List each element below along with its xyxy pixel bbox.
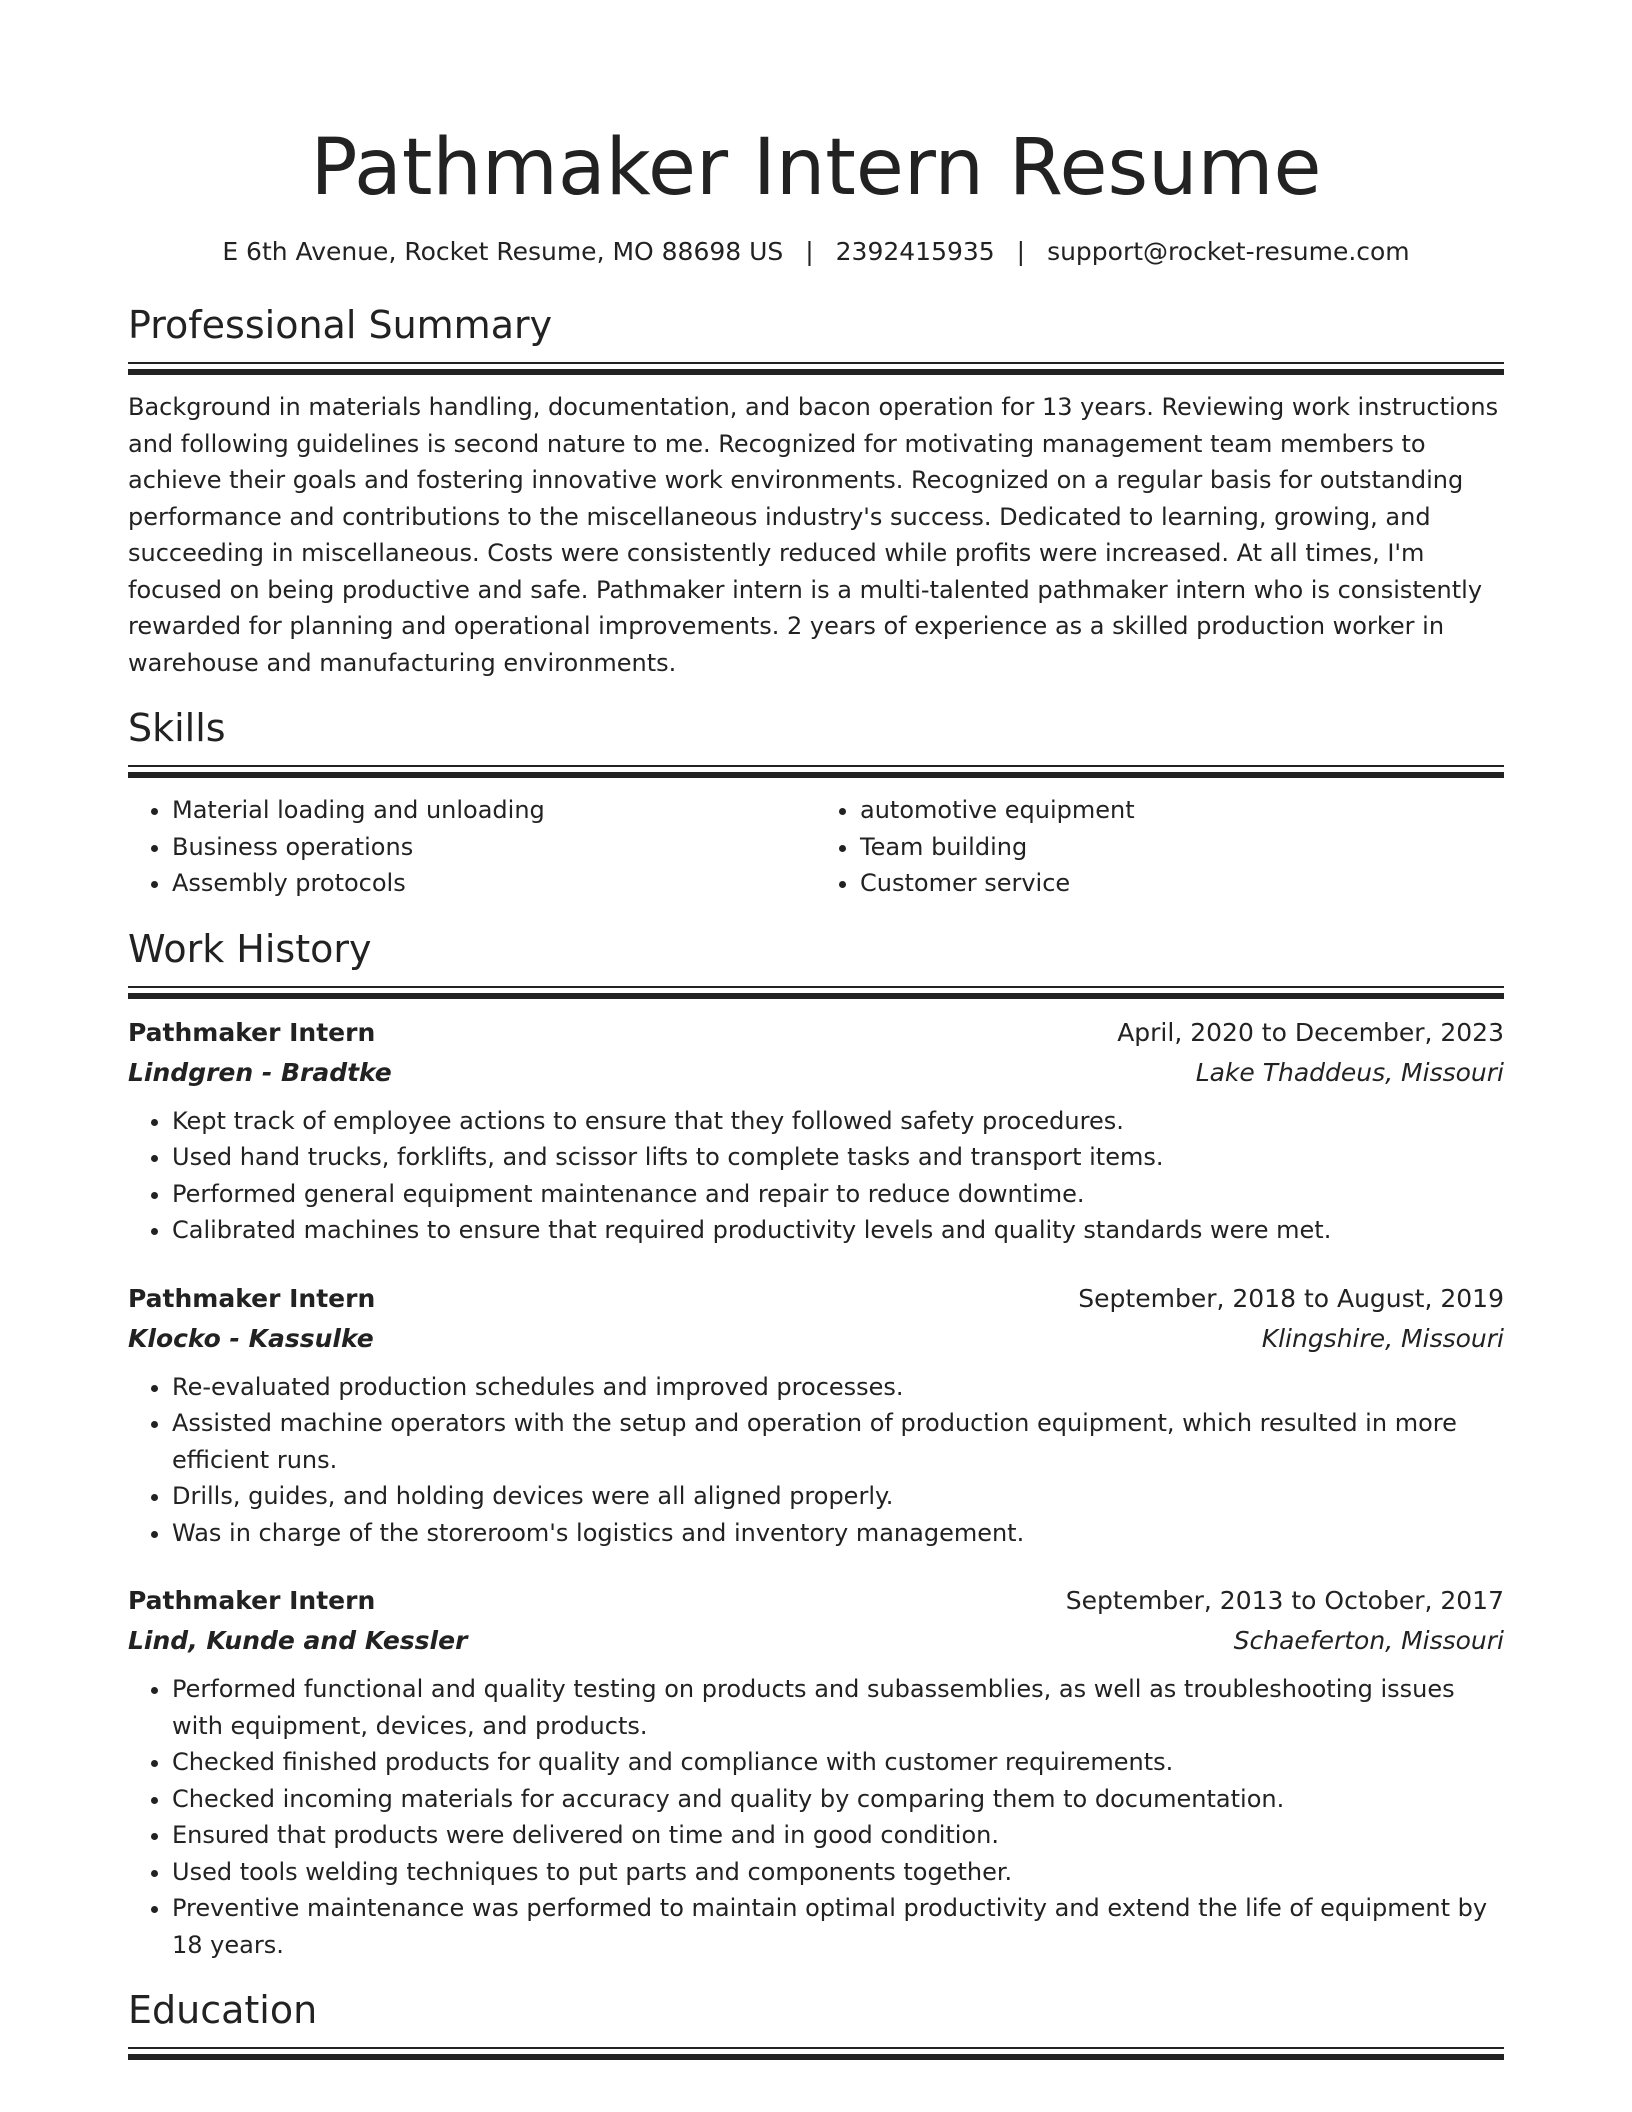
- job-bullet: • Was in charge of the storeroom's logistics and inventory management.: [172, 1515, 1504, 1552]
- skills-column-left: [128, 792, 816, 902]
- job-bullet: • Performed general equipment maintenance and repair to reduce downtime.: [172, 1176, 1504, 1213]
- job-bullet: • Kept track of employee actions to ensure that they followed safety procedures.: [172, 1103, 1504, 1140]
- education-section: [128, 1985, 1504, 2060]
- job-dates: September, 2018 to August, 2019: [1078, 1283, 1504, 1313]
- skill-item: • Material loading and unloading: [172, 792, 816, 829]
- summary-heading: Professional Summary: [128, 303, 553, 347]
- job-header: [128, 1013, 1504, 1053]
- job-subheader: [128, 1621, 1504, 1661]
- job-bullets: [128, 1671, 1504, 1963]
- job-bullets: [128, 1103, 1504, 1249]
- job-bullet: • Used tools welding techniques to put parts and components together.: [172, 1854, 1504, 1891]
- skills-heading: Skills: [128, 706, 226, 750]
- work-heading: Work History: [128, 926, 372, 971]
- skills-list: [128, 792, 1504, 902]
- job-header: [128, 1581, 1504, 1621]
- job-bullet: • Drills, guides, and holding devices were all aligned properly.: [172, 1478, 1504, 1515]
- job-bullet: • Calibrated machines to ensure that required productivity levels and quality standards were met.: [172, 1212, 1504, 1249]
- contact-phone: 2392415935: [835, 237, 995, 266]
- job-title: Pathmaker Intern: [128, 1586, 376, 1615]
- section-divider-thick: [128, 2054, 1504, 2060]
- work-section: [128, 924, 1504, 1964]
- job-subheader: [128, 1053, 1504, 1093]
- job-entry: [128, 1581, 1504, 1963]
- job-bullet: • Checked finished products for quality and compliance with customer requirements.: [172, 1744, 1504, 1781]
- skill-item: • Business operations: [172, 829, 816, 866]
- skills-section: [128, 703, 1504, 902]
- job-bullet: • Performed functional and quality testing on products and subassemblies, as well as troubleshooting issues with equipment, devices, and products.: [172, 1671, 1504, 1744]
- section-divider: [128, 986, 1504, 988]
- job-location: Lake Thaddeus, Missouri: [1195, 1057, 1504, 1087]
- contact-email: support@rocket-resume.com: [1047, 237, 1410, 266]
- contact-address: E 6th Avenue, Rocket Resume, MO 88698 US: [222, 237, 784, 266]
- job-bullet: • Assisted machine operators with the setup and operation of production equipment, which resulted in more efficient runs.: [172, 1405, 1504, 1478]
- summary-section: [128, 300, 1504, 681]
- skill-item: • Team building: [860, 829, 1504, 866]
- job-title: Pathmaker Intern: [128, 1283, 376, 1313]
- section-divider-thick: [128, 772, 1504, 778]
- contact-separator: |: [1016, 237, 1026, 266]
- skill-item: • automotive equipment: [860, 792, 1504, 829]
- job-company: Lind, Kunde and Kessler: [128, 1626, 468, 1655]
- job-bullet: • Checked incoming materials for accuracy and quality by comparing them to documentation.: [172, 1781, 1504, 1818]
- job-location: Klingshire, Missouri: [1261, 1323, 1504, 1353]
- job-company: Klocko - Kassulke: [128, 1323, 374, 1353]
- job-title: Pathmaker Intern: [128, 1017, 376, 1047]
- skill-item: • Assembly protocols: [172, 865, 816, 902]
- job-dates: September, 2013 to October, 2017: [1065, 1586, 1504, 1615]
- job-entry: [128, 1279, 1504, 1552]
- resume-title: Pathmaker Intern Resume: [310, 123, 1322, 213]
- education-heading: Education: [128, 1988, 318, 2032]
- contact-line: [128, 234, 1504, 270]
- section-divider: [128, 362, 1504, 364]
- section-divider-thick: [128, 993, 1504, 999]
- job-bullet: • Re-evaluated production schedules and improved processes.: [172, 1369, 1504, 1406]
- contact-separator: |: [805, 237, 814, 266]
- section-divider: [128, 765, 1504, 767]
- job-location: Schaeferton, Missouri: [1233, 1626, 1504, 1655]
- job-entry: [128, 1013, 1504, 1249]
- skill-item: • Customer service: [860, 865, 1504, 902]
- section-divider: [128, 2047, 1504, 2049]
- section-divider-thick: [128, 369, 1504, 375]
- summary-text: Background in materials handling, documentation, and bacon operation for 13 years. Reviewing work instructions and following guidelines is second nature to me. Recognized for motivating management team members to achieve their goals and fostering innovative work environments. Recognized on a regular basis for outstanding performance and contributions to the miscellaneous industry's success. Dedicated to learning, growing, and succeeding in miscellaneous. Costs were consistently reduced while profits were increased. At all times, I'm focused on being productive and safe. Pathmaker intern is a multi-talented pathmaker intern who is consistently rewarded for planning and operational improvements. 2 years of experience as a skilled production worker in warehouse and manufacturing environments.: [128, 393, 1499, 677]
- job-bullet: • Preventive maintenance was performed to maintain optimal productivity and extend the life of equipment by 18 years.: [172, 1890, 1504, 1963]
- job-bullet: • Ensured that products were delivered on time and in good condition.: [172, 1817, 1504, 1854]
- job-dates: April, 2020 to December, 2023: [1117, 1017, 1504, 1047]
- skills-column-right: [816, 792, 1504, 902]
- job-header: [128, 1279, 1504, 1319]
- job-subheader: [128, 1319, 1504, 1359]
- job-bullet: • Used hand trucks, forklifts, and scissor lifts to complete tasks and transport items.: [172, 1139, 1504, 1176]
- job-bullets: [128, 1369, 1504, 1552]
- job-company: Lindgren - Bradtke: [128, 1057, 392, 1087]
